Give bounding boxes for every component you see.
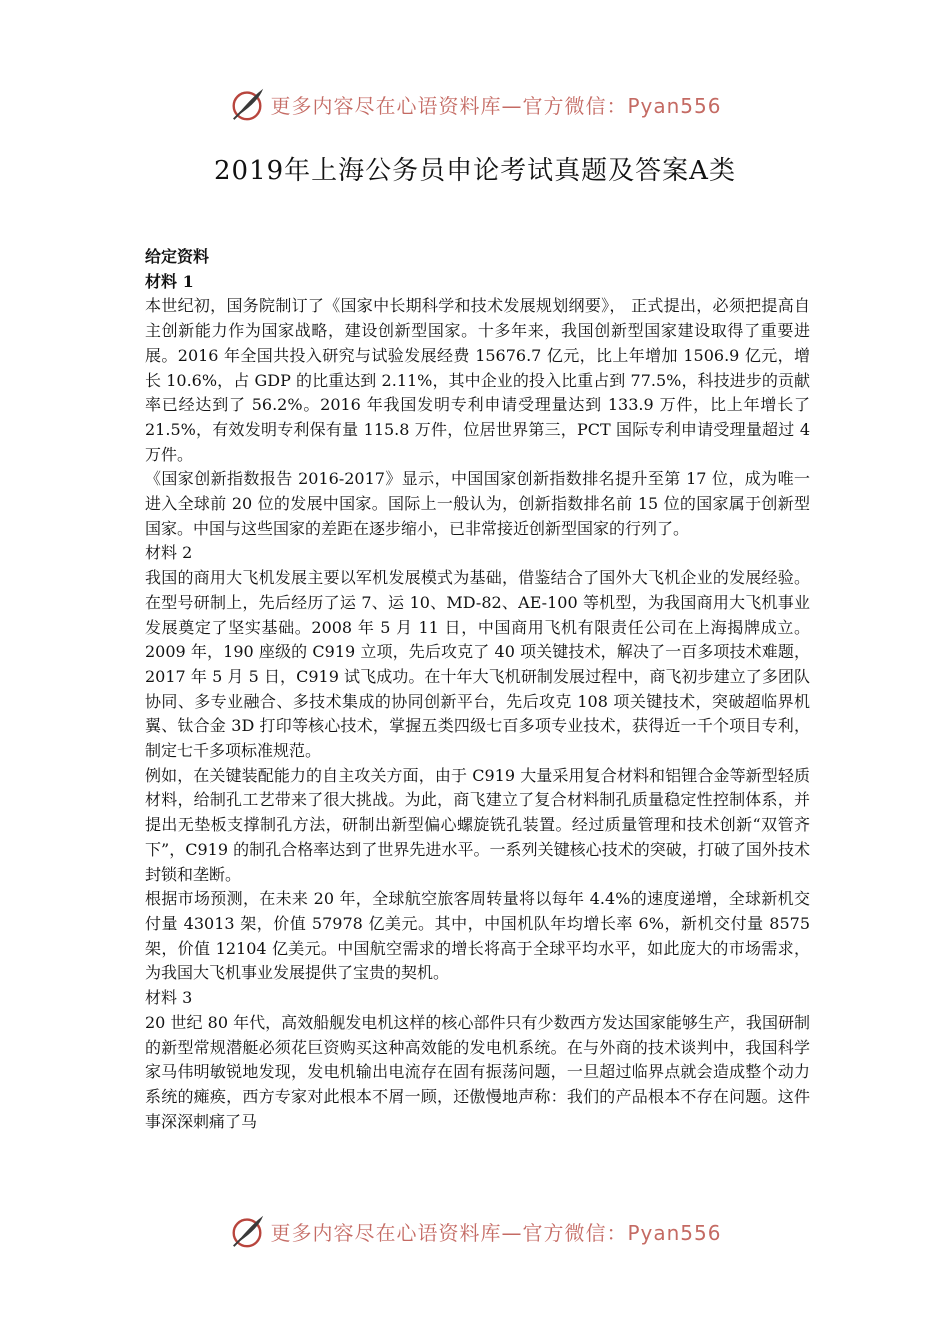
banner-text: 更多内容尽在心语资料库—官方微信：Pyan556: [270, 93, 722, 118]
material-1-heading: 材料 1: [145, 271, 194, 291]
feather-pen-logo-icon: [228, 85, 266, 123]
footer-banner: [0, 1211, 950, 1251]
banner-text: 更多内容尽在心语资料库—官方微信：Pyan556: [270, 1220, 722, 1245]
material-1-paragraph-2: 《国家创新指数报告 2016-2017》显示，中国国家创新指数排名提升至第 17 位，成为唯一进入全球前 20 位的发展中国家。国际上一般认为，创新指数排名前 15 位的国家属于创新型国家。中国与这些国家的差距在逐步缩小，已非常接近创新型国家的行列了。: [145, 469, 810, 538]
material-2-paragraph-3: 根据市场预测，在未来 20 年，全球航空旅客周转量将以每年 4.4%的速度递增，全球新机交付量 43013 架，价值 57978 亿美元。其中，中国机队年均增长率 6%，新机交付量 8575 架，价值 12104 亿美元。中国航空需求的增长将高于全球平均水平，如此庞大的市场需求，为我国大飞机事业发展提供了宝贵的契机。: [145, 889, 810, 983]
feather-pen-logo-icon: [228, 1212, 266, 1250]
material-1-paragraph-1: 本世纪初，国务院制订了《国家中长期科学和技术发展规划纲要》， 正式提出，必须把提高自主创新能力作为国家战略，建设创新型国家。十多年来，我国创新型国家建设取得了重要进展。2016 年全国共投入研究与试验发展经费 15676.7 亿元，比上年增加 1506.9 亿元，增长 10.6%，占 GDP 的比重达到 2.11%，其中企业的投入比重占到 77.5%，科技进步的贡献率已经达到了 56.2%。2016 年我国发明专利申请受理量达到 133.9 万件，比上年增长了 21.5%，有效发明专利保有量 115.8 万件，位居世界第三，PCT 国际专利申请受理量超过 4 万件。: [145, 296, 810, 464]
given-materials-heading: 给定资料: [145, 247, 210, 266]
material-3-heading: 材料 3: [145, 988, 193, 1008]
material-2-paragraph-1: 我国的商用大飞机发展主要以军机发展模式为基础，借鉴结合了国外大飞机企业的发展经验。在型号研制上，先后经历了运 7、运 10、MD-82、AE-100 等机型，为我国商用大飞机事业发展奠定了坚实基础。2008 年 5 月 11 日，中国商用飞机有限责任公司在上海揭牌成立。2009 年，190 座级的 C919 立项，先后攻克了 40 项关键技术，解决了一百多项技术难题，2017 年 5 月 5 日，C919 试飞成功。在十年大飞机研制发展过程中，商飞初步建立了多团队协同、多专业融合、多技术集成的协同创新平台，先后攻克 108 项关键技术，突破超临界机翼、钛合金 3D 打印等核心技术，掌握五类四级七百多项专业技术，获得近一千个项目专利，制定七千多项标准规范。: [145, 568, 810, 761]
material-2-heading: 材料 2: [145, 543, 193, 563]
material-3-paragraph-1: 20 世纪 80 年代，高效船舰发电机这样的核心部件只有少数西方发达国家能够生产，我国研制的新型常规潜艇必须花巨资购买这种高效能的发电机系统。在与外商的技术谈判中，我国科学家马伟明敏锐地发现，发电机输出电流存在固有振荡问题，一旦超过临界点就会造成整个动力系统的瘫痪，西方专家对此根本不屑一顾，还傲慢地声称：我们的产品根本不存在问题。这件事深深刺痛了马: [145, 1012, 810, 1131]
material-2-paragraph-2: 例如，在关键装配能力的自主攻关方面，由于 C919 大量采用复合材料和铝锂合金等新型轻质材料，给制孔工艺带来了很大挑战。为此，商飞建立了复合材料制孔质量稳定性控制体系，并提出无垫板支撑制孔方法，研制出新型偏心螺旋铣孔装置。经过质量管理和技术创新“双管齐下”，C919 的制孔合格率达到了世界先进水平。一系列关键核心技术的突破，打破了国外技术封锁和垄断。: [145, 765, 810, 884]
document-body: [145, 245, 810, 1134]
header-banner: [0, 84, 950, 124]
page-title: 2019年上海公务员申论考试真题及答案A类: [214, 156, 736, 186]
